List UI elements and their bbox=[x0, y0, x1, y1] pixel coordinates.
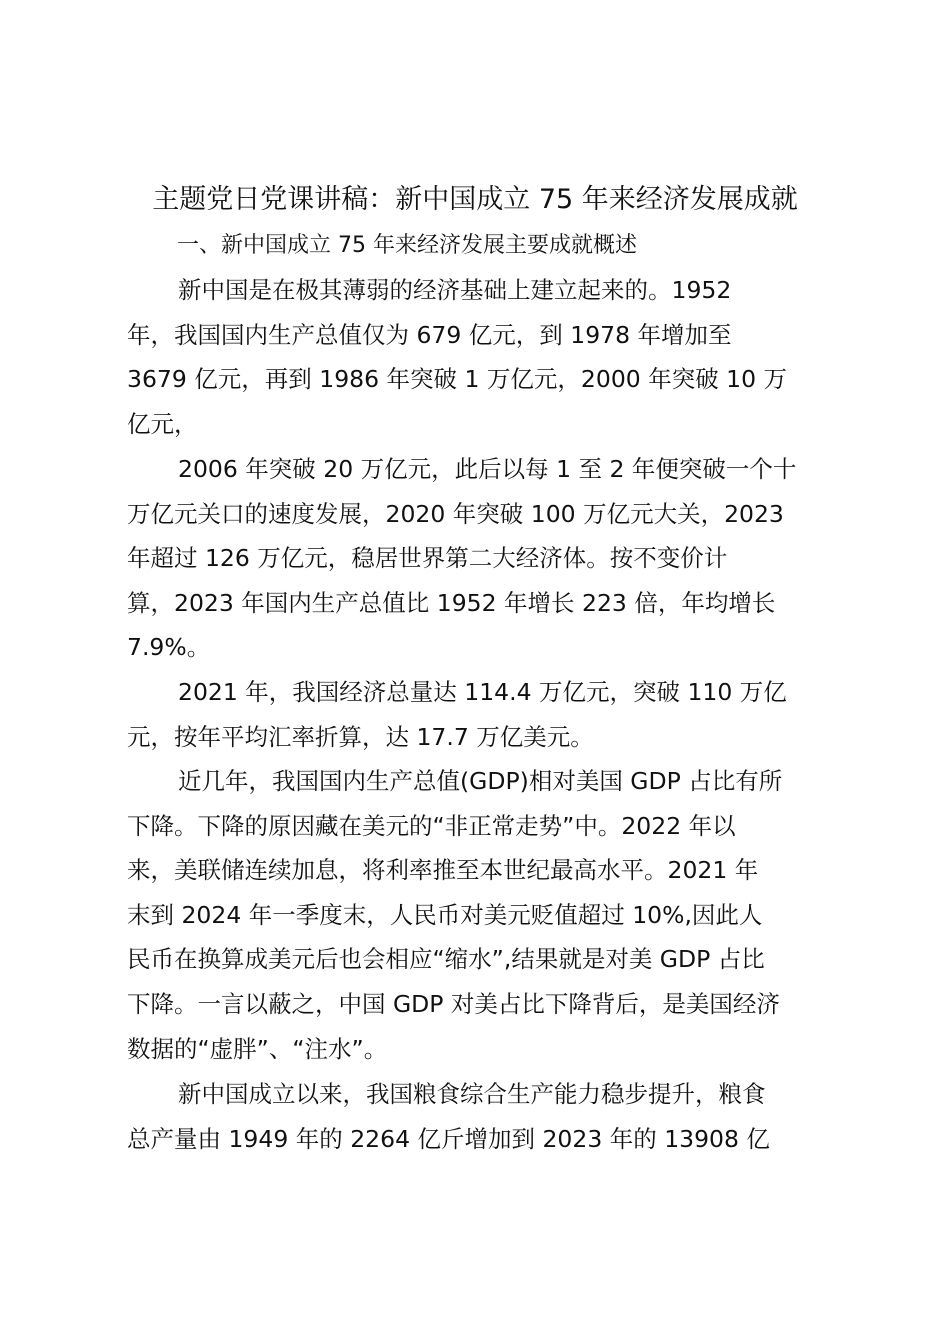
paragraph-3 bbox=[127, 670, 833, 759]
paragraph-line: 来，美联储连续加息，将利率推至本世纪最高水平。2021 年 bbox=[127, 856, 759, 885]
paragraph-line: 下降。下降的原因藏在美元的“非正常走势”中。2022 年以 bbox=[127, 811, 736, 840]
paragraph-line: 元，按年平均汇率折算，达 17.7 万亿美元。 bbox=[127, 722, 594, 751]
paragraph-line: 民币在换算成美元后也会相应“缩水”,结果就是对美 GDP 占比 bbox=[127, 945, 765, 974]
paragraph-line: 总产量由 1949 年的 2264 亿斤增加到 2023 年的 13908 亿 bbox=[127, 1124, 770, 1153]
paragraph-5 bbox=[127, 1072, 833, 1161]
paragraph-line: 新中国成立以来，我国粮食综合生产能力稳步提升，粮食 bbox=[178, 1080, 766, 1108]
section-heading: 一、新中国成立 75 年来经济发展主要成就概述 bbox=[177, 233, 637, 258]
paragraph-line: 年，我国国内生产总值仅为 679 亿元，到 1978 年增加至 bbox=[127, 320, 732, 349]
paragraph-line: 万亿元关口的速度发展，2020 年突破 100 万亿元大关，2023 bbox=[127, 499, 784, 528]
paragraph-line: 数据的“虚胖”、“注水”。 bbox=[127, 1034, 388, 1063]
paragraph-line: 新中国是在极其薄弱的经济基础上建立起来的。1952 bbox=[178, 276, 732, 304]
paragraph-2 bbox=[127, 447, 833, 670]
document-title: 主题党日党课讲稿：新中国成立 75 年来经济发展成就 bbox=[152, 184, 798, 215]
paragraph-1 bbox=[127, 268, 833, 446]
paragraph-line: 年超过 126 万亿元，稳居世界第二大经济体。按不变价计 bbox=[127, 544, 728, 573]
paragraph-line: 亿元， bbox=[127, 409, 198, 438]
paragraph-line: 2021 年，我国经济总量达 114.4 万亿元，突破 110 万亿 bbox=[178, 678, 787, 706]
paragraph-line: 下降。一言以蔽之，中国 GDP 对美占比下降背后，是美国经济 bbox=[127, 989, 780, 1018]
paragraph-line: 2006 年突破 20 万亿元，此后以每 1 至 2 年便突破一个十 bbox=[178, 455, 797, 483]
paragraph-line: 近几年，我国国内生产总值(GDP)相对美国 GDP 占比有所 bbox=[178, 767, 783, 795]
paragraph-line: 末到 2024 年一季度末，人民币对美元贬值超过 10%,因此人 bbox=[127, 900, 763, 929]
paragraph-line: 7.9%。 bbox=[127, 633, 211, 662]
paragraph-line: 算，2023 年国内生产总值比 1952 年增长 223 倍，年均增长 bbox=[127, 588, 776, 617]
paragraph-4 bbox=[127, 759, 833, 1071]
paragraph-line: 3679 亿元，再到 1986 年突破 1 万亿元，2000 年突破 10 万 bbox=[127, 365, 788, 394]
